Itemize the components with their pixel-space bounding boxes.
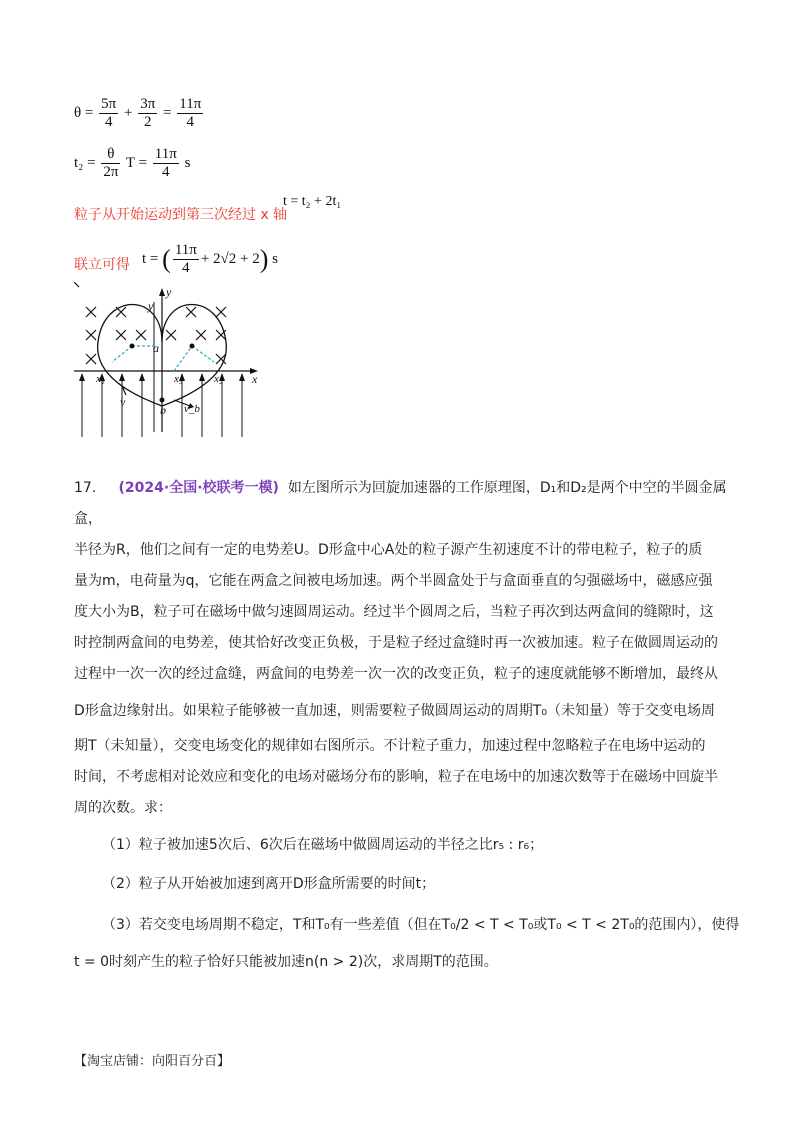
figure-label-x1: x₁: [96, 373, 105, 385]
problem-line-9: 时间，不考虑相对论效应和变化的电场对磁场分布的影响，粒子在电场中的加速次数等于在磁场中回旋半: [74, 769, 718, 785]
figure-label-x: x: [252, 372, 258, 386]
third-crossing-text: 粒子从开始运动到第三次经过 x 轴: [74, 207, 288, 223]
figure-label-a: a: [153, 341, 159, 355]
figure-label-y1: y: [148, 299, 154, 313]
problem-number: 17.: [74, 480, 97, 496]
problem-line-2: 半径为R，他们之间有一定的电势差U。D形盒中心A处的粒子源产生初速度不计的带电粒子，粒子的质: [74, 542, 703, 558]
question-1: （1）粒子被加速5次后、6次后在磁场中做圆周运动的半径之比r₅ : r₆；: [102, 837, 544, 853]
problem-line-4: 度大小为B，粒子可在磁场中做匀速圆周运动。经过半个圆周之后，当粒子再次到达两盒间的缝隙时，这: [74, 604, 714, 620]
figure-label-x2: x₂: [214, 373, 223, 385]
problem-source: (2024·全国·校联考一模): [118, 480, 279, 496]
figure-label-x3: x₃: [174, 373, 183, 385]
question-3a: （3）若交变电场周期不稳定，T和T₀有一些差值（但在T₀/2 < T < T₀或T₀ < T < 2T₀的范围内），使得: [102, 917, 740, 933]
problem-line-3: 量为m，电荷量为q，它能在两盒之间被电场加速。两个半圆盒处于与盒面垂直的匀强磁场中，磁感应强: [74, 573, 713, 589]
problem-line-6: 过程中一次一次的经过盒缝，两盒间的电势差一次一次的改变正负，粒子的速度就能够不断增加，最终从: [74, 666, 718, 682]
cross-markers: [74, 282, 79, 287]
problem-line-1: 17. (2024·全国·校联考一模) 如左图所示为回旋加速器的工作原理图，D₁和D₂是两个中空的半圆金属盒，: [74, 480, 727, 527]
third-crossing-formula: t = t₂ + 2t₁: [283, 194, 342, 209]
problem-line-10: 周的次数。求：: [74, 800, 172, 816]
problem-line-5: 时控制两盒间的电势差，使其恰好改变正负极，于是粒子经过盒缝时再一次被加速。粒子在做圆周运动的: [74, 635, 718, 651]
problem-line-8: 期T（未知量），交变电场变化的规律如右图所示。不计粒子重力，加速过程中忽略粒子在电场中运动的: [74, 738, 706, 754]
figure-label-v: v: [120, 395, 126, 409]
magnetic-field-trajectory-figure: [74, 282, 274, 442]
equation-t2: t₂ = $\frac{\theta}{2\pi}$ T = $\frac{11\pi}{4}$ s: [74, 146, 191, 180]
question-3b: t = 0时刻产生的粒子恰好只能被加速n(n > 2)次，求周期T的范围。: [74, 954, 498, 970]
equation-theta: θ = $\frac{5\pi}{4}$ + $\frac{3\pi}{2}$ = $\frac{11\pi}{4}$: [74, 96, 202, 130]
problem-line-7: D形盒边缘射出。如果粒子能够被一直加速，则需要粒子做圆周运动的周期T₀（未知量）等于交变电场周: [74, 703, 715, 719]
shop-footer: 【淘宝店铺：向阳百分百】: [74, 1054, 231, 1069]
combine-formula: t = ( $\frac{11\pi}{4}$ + 2√2 + 2) s: [142, 242, 279, 276]
problem-17: [74, 473, 754, 978]
figure-label-y2: y: [166, 285, 172, 299]
figure-label-b: b: [160, 403, 166, 417]
combine-text: 联立可得: [74, 257, 130, 273]
figure-label-vb: v_b: [184, 403, 200, 415]
question-2: （2）粒子从开始被加速到离开D形盒所需要的时间t；: [102, 876, 436, 892]
